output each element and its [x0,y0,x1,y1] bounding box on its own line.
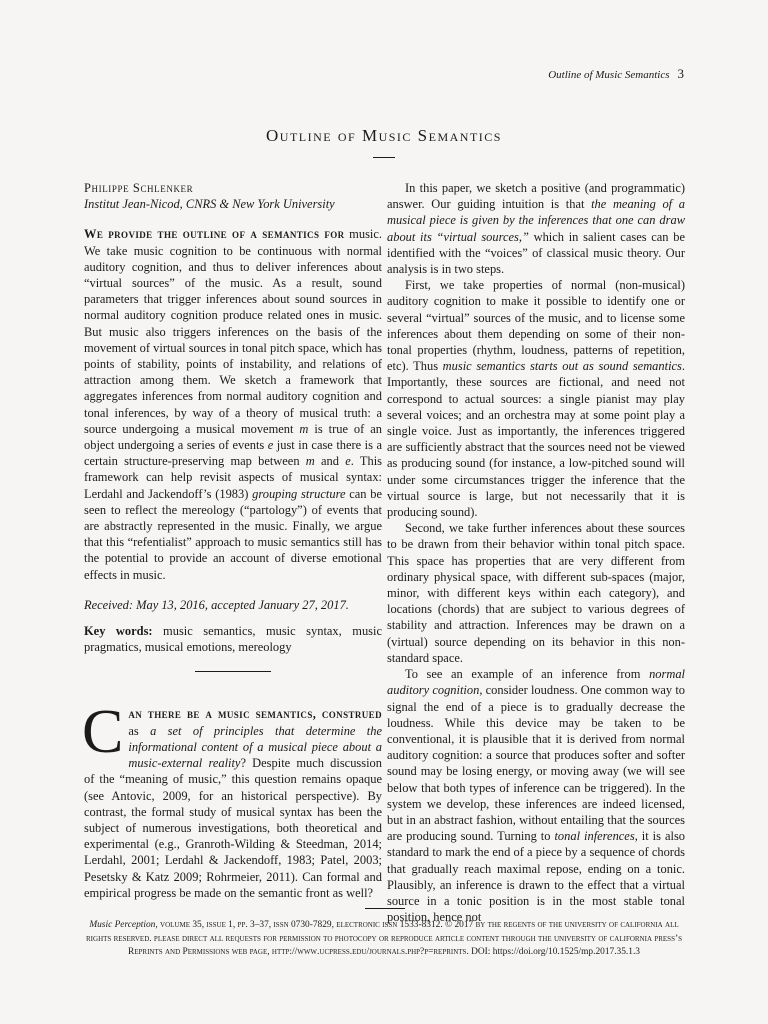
author-affiliation: Institut Jean-Nicod, CNRS & New York University [84,197,335,212]
doi-link[interactable]: DOI: https://doi.org/10.1525/mp.2017.35.1.3 [468,947,640,957]
body-paragraph [387,277,685,520]
body-text: which in salient cases can be identified with the “voices” of classical music theory. Our analysis is in two steps. [387,229,685,277]
body-paragraph [387,666,685,925]
footer-text: volume 35, issue 1, pp. 3–37, issn 0730-7829, electronic issn 1533-8312. © 2017 by the regents of the university of california all rights reserved. please direct all requests for permission to photocopy or reproduce article content through the university of california press’s [86,920,682,944]
keywords [84,623,382,655]
abstract [84,226,382,582]
abstract-text: and [314,454,346,469]
body-text: , consider loudness. One common way to signal the end of a piece is to gradually decrease the loudness. While this device may be taken to be conventional, it is plausible that it is derived from normal auditory cognition: a source that produces softer and softer sound may be losing energy, or moving away (we will see below that both types of inference can be triggered). In the system we develop, these inferences are indeed licensed, but in an abstract fashion, without entailing that the sources are producing sound. Turning to [387,683,685,844]
body-text: First, we take properties of normal (non-musical) auditory cognition to make it possible to identify one or several “virtual” sources of the music, and to license some inferences about them depending on some of their non-tonal properties (rhythm, loudness, patterns of repetition, etc). Thus [387,278,685,374]
intro-lead: an there be a music semantics, construed [128,707,382,722]
publication-footer [84,919,684,960]
right-column [387,180,685,925]
body-text: , it is also standard to mark the end of a piece by a sequence of chords that gradually reach maximal repose, ending on a tonic. Plausibly, an inference is drawn to the effect that a virtual source in a tonic position is in the most stable tonal position, hence not [387,829,686,925]
abstract-var: m [299,421,309,436]
intro-text: as [128,723,151,738]
page-number: 3 [677,66,684,81]
abstract-text: just in case there is a certain structure-preserving map between [84,438,382,469]
journal-name: Music Perception, [89,920,158,930]
section-divider [195,671,271,672]
body-emphasis: the meaning of a musical piece is given by the inferences that one can draw about its “virtual sources,” [387,197,686,244]
intro-emphasis: a set of principles that determine the informational content of a musical piece about a music-external reality [128,723,382,771]
body-emphasis: music semantics starts out as sound semantics [442,359,682,374]
abstract-var: m [305,454,315,469]
body-text: In this paper, we sketch a positive (and programmatic) answer. Our guiding intuition is that [387,181,685,212]
article-title: Outline of Music Semantics [266,126,502,145]
abstract-text: . This framework can help revisit aspects of musical syntax: Lerdahl and Jackendoff’s (1983) [84,454,382,501]
abstract-text: music. We take music cognition to be continuous with normal auditory cognition, and thus to deliver inferences about “virtual sources” of the music. As a result, sound parameters that trigger inferences about sound sources in normal auditory cognition produce related ones in music. But music also triggers inferences on the basis of the movement of virtual sources in tonal pitch space, which has points of stability, points of instability, and relations of attraction among them. We sketch a framework that aggregates inferences from normal auditory cognition and tonal inferences, by way of a theory of musical truth: a source undergoing a musical movement [84,227,382,436]
body-text: . Importantly, these sources are fictional, and need not correspond to actual sources: a single pianist may play several voices; and an orchestra may at some point play a single voice. Just as importantly, the inferences triggered are sufficiently abstract that the sources need not be viewed as producing sound (for instance, a low-pitched sound will under some circumstances trigger the inference that the virtual source is large, but not necessarily that it is producing sound). [387,359,686,520]
footer-divider [365,908,405,909]
intro-paragraph [82,698,382,900]
keywords-text: music semantics, music syntax, music pragmatics, musical emotions, mereology [84,624,382,655]
body-paragraph [387,180,685,277]
abstract-text: can be seen to reflect the mereology (“partology”) of events that are abstractly represented in the music. Finally, we argue that this “refentialist” approach to music semantics still has the potential to provide an account of diverse emotional effects in music. [84,486,382,582]
drop-cap: C [82,698,124,767]
left-column [84,180,382,901]
body-emphasis: tonal inferences [554,829,635,844]
footer-url[interactable]: web page, http://www.ucpress.edu/journals.php?p=reprints. [229,947,469,957]
keywords-label: Key words: [84,624,153,639]
body-text: To see an example of an inference from [405,667,650,682]
author-name: Philippe Schlenker [84,181,194,195]
running-head-title: Outline of Music Semantics [548,69,670,81]
received-date: Received: May 13, 2016, accepted January 27, 2017. [84,597,349,612]
abstract-var: e [345,454,351,469]
body-text: Second, we take further inferences about these sources to be drawn from their behavior within tonal pitch space. This space has properties that are very different from ordinary physical space, with different sub-spaces (major, minor, with different keys within each category), and locations (chords) that are subject to various degrees of stability and attraction. Inferences may be drawn on a (virtual) source depending on its behavior in this non-standard space. [387,521,685,665]
reprints-link[interactable]: Reprints and Permissions [128,947,230,957]
abstract-term: grouping structure [252,486,346,501]
body-emphasis: normal auditory cognition [387,667,685,698]
abstract-lead: We provide the outline of a semantics for [84,227,345,242]
body-paragraph [387,520,685,666]
intro-text: ? Despite much discussion of the “meaning of music,” this question remains opaque (see Antovic, 2009, for an historical perspective). By contrast, the formal study of musical syntax has been the subject of numerous investigations, both theoretical and experimental (e.g., Granroth-Wilding & Steedman, 2014; Lerdahl, 2001; Lerdahl & Jackendoff, 1983; Patel, 2003; Pesetsky & Katz 2009; Rohrmeier, 2011). Can formal and empirical progress be made on the semantic front as well? [84,756,382,900]
title-divider [373,157,395,158]
running-head [548,66,684,82]
abstract-text: is true of an object undergoing a series of events [84,421,382,453]
abstract-var: e [267,438,274,453]
